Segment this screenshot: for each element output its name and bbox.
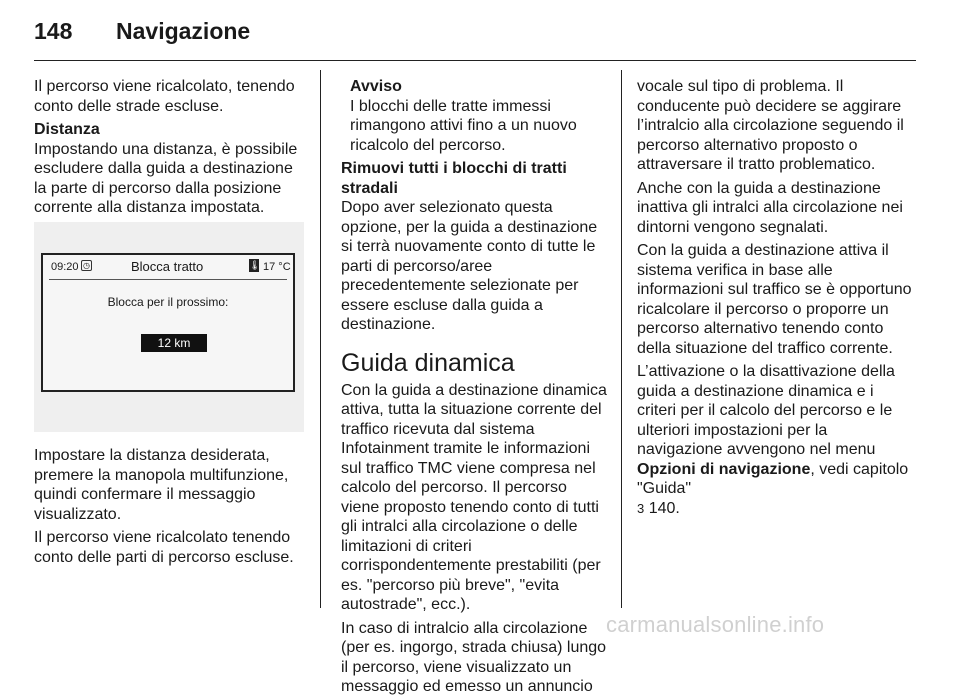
text-run: L’attivazione o la disattivazione della guida a destinazione dinamica e i criteri per il calcolo del percorso e le ulteriori impostazioni per la navigazione avvengono nel menu [637,363,895,458]
display-temperature: 17 °C [263,261,291,273]
paragraph: Il percorso viene ricalcolato, tenendo conto delle strade escluse. [34,78,295,115]
display-divider [49,279,287,280]
header-rule [34,60,916,61]
paragraph: Impostare la distanza desiderata, premere la manopola multifunzione, quindi confermare il messaggio visualizzato. [34,447,289,523]
page-reference-arrow-icon: 3 [637,500,645,516]
avviso-text: I blocchi delle tratte immessi rimangono attivi fino a un nuovo ricalcolo del percorso. [350,97,577,154]
column-divider-right [621,70,622,608]
paragraph [637,362,913,518]
distanza-text: Impostando una distanza, è possibile escludere dalla guida a destinazione la parte di percorso dalla posizione corrente alla distanza impostata. [34,140,298,216]
paragraph: In caso di intralcio alla circolazione (per es. ingorgo, strada chiusa) lungo il percorso, viene visualizzato un messaggio ed emesso un annuncio [341,619,607,695]
avviso-note [341,77,607,155]
page-reference: 140. [648,499,680,517]
page-number: 148 [34,18,73,44]
column-2 [341,77,607,697]
page-title: Navigazione [116,18,251,44]
display-title: Blocca tratto [131,259,204,274]
clock-icon: ◷ [81,260,92,271]
column-1-lower [34,446,306,567]
watermark: carmanualsonline.info [606,612,825,637]
paragraph: Con la guida a destinazione attiva il sistema verifica in base alle informazioni sul traffico se è opportuno ricalcolare il percorso o proporre un percorso alternativo tenendo conto della situazione del traffico corrente. [637,242,912,357]
paragraph: Il percorso viene ricalcolato tenendo conto delle parti di percorso escluse. [34,529,294,566]
paragraph: Anche con la guida a destinazione inattiva gli intralci alla circolazione nei dintorni vengono segnalati. [637,179,903,236]
display-screen [41,253,295,392]
display-time: 09:20 [51,261,79,273]
distanza-section [34,120,306,218]
rimuovi-text: Dopo aver selezionato questa opzione, per la guida a destinazione si terrà nuovamente conto di tutte le parti di percorso/aree precedentemente selezionate per essere escluse dalla guida a destinazione. [341,199,598,333]
rimuovi-label: Rimuovi tutti i blocchi di tratti stradali [341,160,567,197]
column-divider-left [320,70,321,608]
display-screenshot [34,222,304,432]
text-run: , vedi capitolo "Guida" [637,460,909,497]
distanza-label: Distanza [34,121,100,138]
column-1 [34,77,306,218]
avviso-label: Avviso [350,78,402,95]
column-3 [637,77,913,518]
menu-reference: Opzioni di navigazione [637,460,811,478]
section-heading: Guida dinamica [341,348,515,377]
display-message: Blocca per il prossimo: [107,295,229,309]
distance-value: 12 km [141,334,207,352]
thermometer-icon: 🌡 [249,260,261,270]
paragraph: Con la guida a destinazione dinamica attiva, tutta la situazione corrente del traffico ricevuta dal sistema Infotainment tramite le informazioni sul traffico TMC viene compresa nel calcolo del percorso. Il percorso viene proposto tenendo conto di tutti gli intralci alla circolazione o delle limitazioni di criteri corrispondentemente prestabiliti (per es. "percorso più breve", "evita autostrade", ecc.). [341,381,607,613]
rimuovi-section [341,159,607,335]
paragraph: vocale sul tipo di problema. Il conducente può decidere se aggirare l’intralcio alla circolazione seguendo il percorso alternativo proposto o attraversare il tratto problematico. [637,78,904,173]
